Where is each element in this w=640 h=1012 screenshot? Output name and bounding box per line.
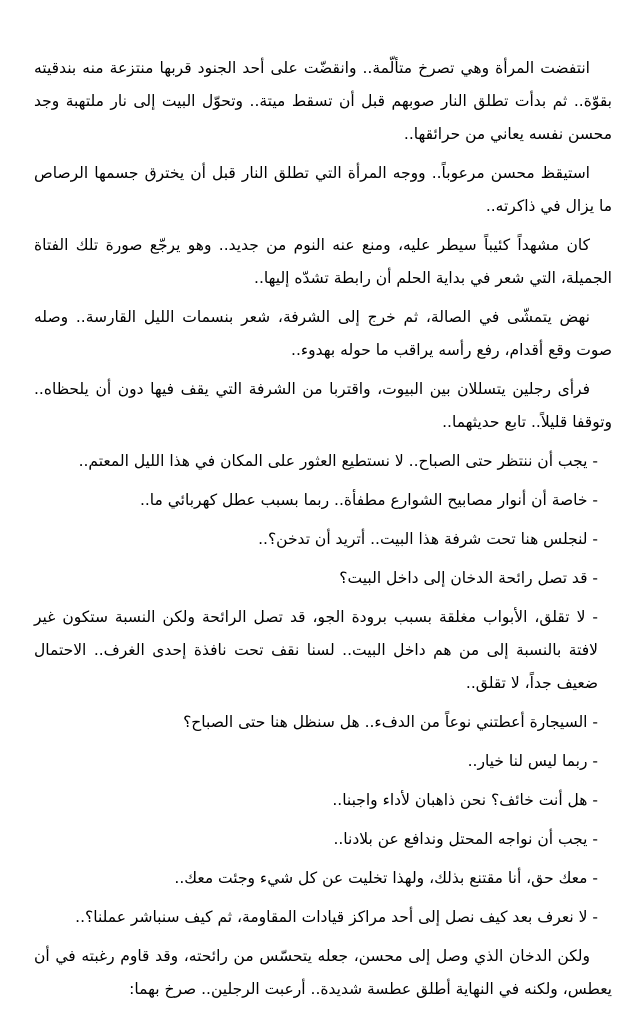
dialog-line-8: - هل أنت خائف؟ نحن ذاهبان لأداء واجبنا..	[332, 791, 598, 809]
dialog-line-9: - يجب أن نواجه المحتل وندافع عن بلادنا..	[333, 830, 598, 848]
dialog-line-7: - ربما ليس لنا خيار..	[467, 752, 598, 770]
paragraph-5: فرأى رجلين يتسللان بين البيوت، واقتربا من الشرفة التي يقف فيها دون أن يلحظاه.. وتوقفا قليلاً.. تابع حديثهما..	[34, 380, 612, 431]
dialog-line-2: - خاصة أن أنوار مصابيح الشوارع مطفأة.. ربما بسبب عطل كهربائي ما..	[139, 491, 598, 509]
dialog-line-4: - قد تصل رائحة الدخان إلى داخل البيت؟	[339, 569, 598, 587]
paragraph-4: نهض يتمشّى في الصالة، ثم خرج إلى الشرفة، شعر بنسمات الليل القارسة.. وصله صوت وقع أقدام، رفع رأسه يراقب ما حوله بهدوء..	[34, 308, 612, 359]
dialog-line-10: - معك حق، أنا مقتنع بذلك، ولهذا تخليت عن كل شيء وجئت معك..	[174, 869, 598, 887]
dialog-line-1: - يجب أن ننتظر حتى الصباح.. لا نستطيع العثور على المكان في هذا الليل المعتم..	[78, 452, 598, 470]
dialog-line-6: - السيجارة أعطتني نوعاً من الدفء.. هل سنظل هنا حتى الصباح؟	[183, 713, 598, 731]
dialog-line-11: - لا نعرف بعد كيف نصل إلى أحد مراكز قيادات المقاومة، ثم كيف سنباشر عملنا؟..	[75, 908, 598, 926]
paragraph-1: انتفضت المرأة وهي تصرخ متألّمة.. وانقضّت على أحد الجنود قربها منتزعة منه بندقيته بقوّة.. ثم بدأت تطلق النار صوبهم قبل أن تسقط ميتة.. وتحوّل البيت إلى نار ملتهبة وجد محسن نفسه يعاني من حرائقها..	[34, 59, 612, 143]
paragraph-2: استيقظ محسن مرعوباً.. ووجه المرأة التي تطلق النار قبل أن يخترق جسمها الرصاص ما يزال في ذاكرته..	[34, 164, 612, 215]
dialog-line-5: - لا تقلق، الأبواب مغلقة بسبب برودة الجو، قد تصل الرائحة ولكن النسبة ستكون غير لافتة بالنسبة إلى من هم داخل البيت.. لسنا نقف تحت نافذة إحدى الغرف.. الاحتمال ضعيف جداً، لا تقلق..	[34, 608, 598, 692]
paragraph-3: كان مشهداً كئيباً سيطر عليه، ومنع عنه النوم من جديد.. وهو يرجّع صورة تلك الفتاة الجميلة، التي شعر في بداية الحلم أن رابطة تشدّه إليها..	[34, 236, 612, 287]
document-page	[34, 52, 612, 1012]
dialog-line-3: - لنجلس هنا تحت شرفة هذا البيت.. أتريد أن تدخن؟..	[258, 530, 598, 548]
paragraph-final: ولكن الدخان الذي وصل إلى محسن، جعله يتحسّس من رائحته، وقد قاوم رغبته في أن يعطس، ولكنه في النهاية أطلق عطسة شديدة.. أرعبت الرجلين.. صرخ بهما:	[34, 947, 612, 998]
